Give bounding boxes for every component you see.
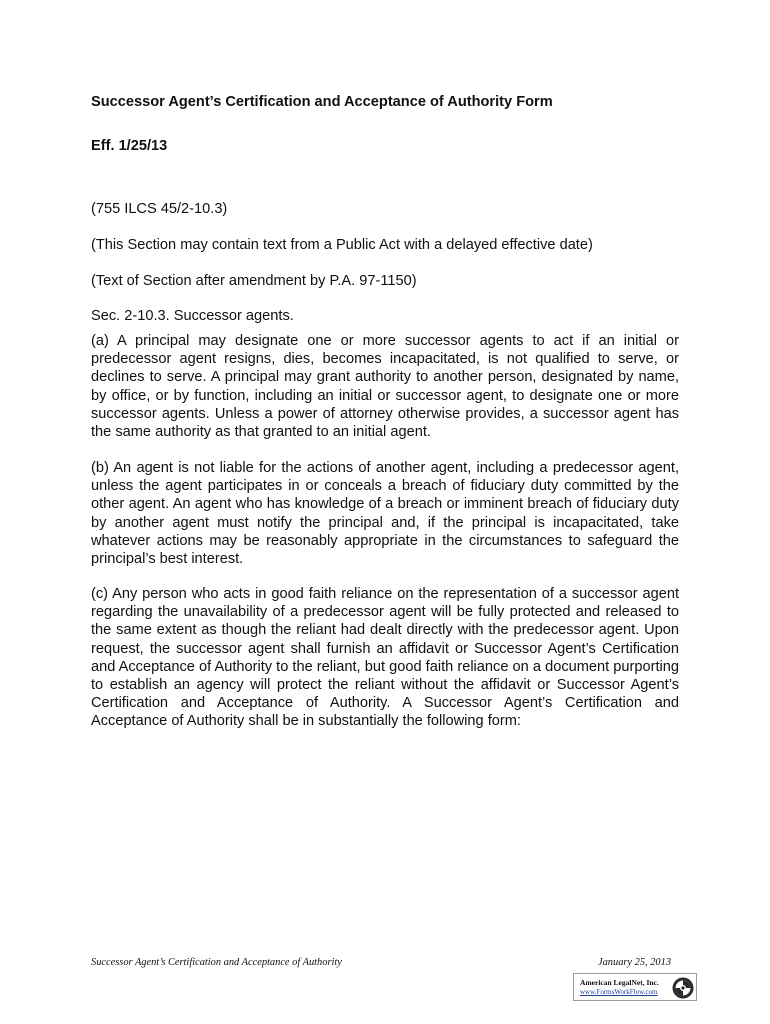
amendment-note: (Text of Section after amendment by P.A. 97-1150)	[91, 273, 417, 289]
publisher-url[interactable]: www.FormsWorkFlow.com	[580, 988, 658, 996]
effective-date: Eff. 1/25/13	[91, 138, 168, 154]
publisher-name: American LegalNet, Inc.	[580, 978, 659, 987]
footer-date: January 25, 2013	[598, 957, 672, 968]
document-title: Successor Agent’s Certification and Acceptance of Authority Form	[91, 94, 553, 110]
publisher-logo	[573, 973, 697, 1001]
publisher-swirl-icon	[671, 976, 695, 1000]
paragraph-a: (a) A principal may designate one or more successor agents to act if an initial or predecessor agent resigns, dies, becomes incapacitated, is not qualified to serve, or declines to serve. A principal may grant authority to another person, designated by name, by office, or by function, including an initial or successor agent, to designate one or more successor agents. Unless a power of attorney otherwise provides, a successor agent has the same authority as that granted to an initial agent.	[91, 333, 679, 441]
statute-citation: (755 ILCS 45/2-10.3)	[91, 201, 228, 217]
delayed-effective-note: (This Section may contain text from a Public Act with a delayed effective date)	[91, 237, 593, 253]
paragraph-c: (c) Any person who acts in good faith reliance on the representation of a successor agent regarding the unavailability of a predecessor agent will be fully protected and released to the same extent as though the reliant had dealt directly with the predecessor agent. Upon request, the successor agent shall furnish an affidavit or Successor Agent’s Certification and Acceptance of Authority to the reliant, but good faith reliance on a document purporting to establish an agency will protect the reliant without the affidavit or Successor Agent’s Certification and Acceptance of Authority. A Successor Agent’s Certification and Acceptance of Authority shall be in substantially the following form:	[91, 586, 679, 730]
paragraph-b: (b) An agent is not liable for the actions of another agent, including a predecessor agent, unless the agent participates in or conceals a breach of fiduciary duty committed by the other agent. An agent who has knowledge of a breach or imminent breach of fiduciary duty by another agent must notify the principal and, if the principal is incapacitated, take whatever actions may be reasonably appropriate in the circumstances to safeguard the principal’s best interest.	[91, 460, 679, 568]
section-heading: Sec. 2-10.3. Successor agents.	[91, 308, 294, 324]
footer-document-title: Successor Agent’s Certification and Acceptance of Authority	[91, 957, 342, 968]
